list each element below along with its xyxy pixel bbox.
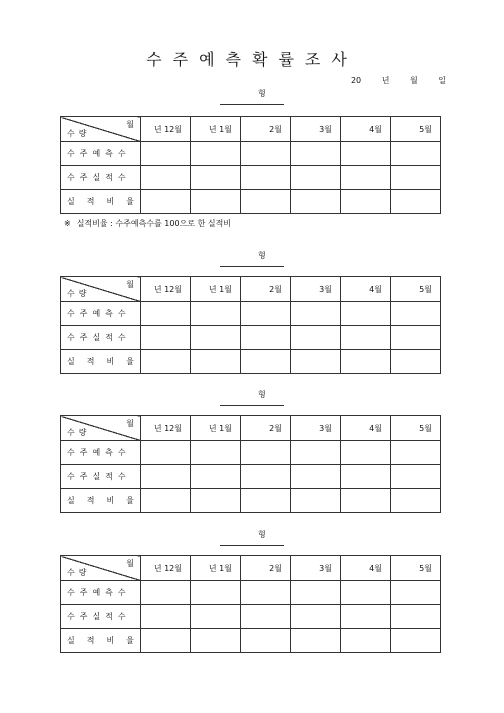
month-axis-label: 월 bbox=[126, 419, 134, 428]
input-cell[interactable] bbox=[291, 605, 341, 629]
row-label: 실적비율 bbox=[61, 350, 141, 374]
row-label: 수주실적수 bbox=[61, 465, 141, 489]
type-field bbox=[60, 386, 441, 408]
input-cell[interactable] bbox=[141, 142, 191, 166]
table-row bbox=[61, 350, 441, 374]
input-cell[interactable] bbox=[141, 629, 191, 653]
input-cell[interactable] bbox=[241, 326, 291, 350]
input-cell[interactable] bbox=[191, 142, 241, 166]
input-cell[interactable] bbox=[391, 190, 441, 214]
month-header: 년 12월 bbox=[141, 556, 191, 581]
month-header: 5월 bbox=[391, 117, 441, 142]
input-cell[interactable] bbox=[241, 465, 291, 489]
diagonal-header-cell bbox=[61, 556, 141, 581]
diagonal-header-cell bbox=[61, 117, 141, 142]
month-header: 4월 bbox=[341, 416, 391, 441]
month-header: 년 1월 bbox=[191, 117, 241, 142]
row-label: 수주예측수 bbox=[61, 302, 141, 326]
month-label: 월 bbox=[409, 76, 418, 85]
table-row bbox=[61, 166, 441, 190]
input-cell[interactable] bbox=[291, 581, 341, 605]
month-header: 3월 bbox=[291, 416, 341, 441]
type-underline bbox=[220, 266, 284, 267]
input-cell[interactable] bbox=[291, 629, 341, 653]
input-cell[interactable] bbox=[341, 350, 391, 374]
month-header: 3월 bbox=[291, 277, 341, 302]
survey-table bbox=[60, 555, 441, 653]
input-cell[interactable] bbox=[141, 581, 191, 605]
input-cell[interactable] bbox=[341, 166, 391, 190]
type-underline bbox=[220, 405, 284, 406]
input-cell[interactable] bbox=[391, 350, 441, 374]
input-cell[interactable] bbox=[391, 302, 441, 326]
row-label: 실적비율 bbox=[61, 190, 141, 214]
table-row bbox=[61, 190, 441, 214]
table-row bbox=[61, 489, 441, 513]
input-cell[interactable] bbox=[191, 441, 241, 465]
input-cell[interactable] bbox=[291, 441, 341, 465]
survey-table bbox=[60, 415, 441, 513]
input-cell[interactable] bbox=[341, 142, 391, 166]
month-header: 2월 bbox=[241, 277, 291, 302]
row-label: 실적비율 bbox=[61, 629, 141, 653]
diagonal-header-cell bbox=[61, 416, 141, 441]
input-cell[interactable] bbox=[341, 190, 391, 214]
table-header-row bbox=[61, 416, 441, 441]
month-header: 3월 bbox=[291, 556, 341, 581]
month-axis-label: 월 bbox=[126, 280, 134, 289]
type-label: 형 bbox=[258, 530, 266, 539]
type-label: 형 bbox=[258, 89, 266, 98]
input-cell[interactable] bbox=[391, 326, 441, 350]
month-header: 2월 bbox=[241, 416, 291, 441]
input-cell[interactable] bbox=[241, 629, 291, 653]
note-text: 실적비율 : 수주예측수를 100으로 한 실적비 bbox=[76, 219, 232, 228]
type-field bbox=[60, 526, 441, 548]
quantity-axis-label: 수량 bbox=[67, 289, 91, 298]
month-header: 4월 bbox=[341, 556, 391, 581]
table-row bbox=[61, 629, 441, 653]
type-underline bbox=[220, 545, 284, 546]
input-cell[interactable] bbox=[341, 629, 391, 653]
month-header: 4월 bbox=[341, 277, 391, 302]
quantity-axis-label: 수량 bbox=[67, 129, 91, 138]
month-header: 년 12월 bbox=[141, 277, 191, 302]
table-row bbox=[61, 581, 441, 605]
input-cell[interactable] bbox=[341, 605, 391, 629]
survey-table bbox=[60, 276, 441, 374]
table-row bbox=[61, 465, 441, 489]
month-axis-label: 월 bbox=[126, 120, 134, 129]
year-prefix: 20 bbox=[350, 76, 362, 85]
month-header: 2월 bbox=[241, 117, 291, 142]
row-label: 실적비율 bbox=[61, 489, 141, 513]
input-cell[interactable] bbox=[191, 190, 241, 214]
input-cell[interactable] bbox=[141, 489, 191, 513]
input-cell[interactable] bbox=[141, 465, 191, 489]
row-label: 수주실적수 bbox=[61, 326, 141, 350]
input-cell[interactable] bbox=[191, 326, 241, 350]
input-cell[interactable] bbox=[391, 142, 441, 166]
year-label: 년 bbox=[381, 76, 390, 85]
month-header: 년 1월 bbox=[191, 277, 241, 302]
month-header: 년 1월 bbox=[191, 556, 241, 581]
input-cell[interactable] bbox=[291, 302, 341, 326]
row-label: 수주예측수 bbox=[61, 441, 141, 465]
footnote bbox=[60, 218, 441, 229]
survey-block-3 bbox=[60, 386, 441, 513]
month-header: 4월 bbox=[341, 117, 391, 142]
month-axis-label: 월 bbox=[126, 559, 134, 568]
month-header: 년 1월 bbox=[191, 416, 241, 441]
type-label: 형 bbox=[258, 390, 266, 399]
input-cell[interactable] bbox=[291, 190, 341, 214]
input-cell[interactable] bbox=[241, 142, 291, 166]
input-cell[interactable] bbox=[141, 605, 191, 629]
input-cell[interactable] bbox=[291, 465, 341, 489]
input-cell[interactable] bbox=[391, 489, 441, 513]
month-header: 5월 bbox=[391, 277, 441, 302]
input-cell[interactable] bbox=[391, 166, 441, 190]
input-cell[interactable] bbox=[341, 581, 391, 605]
input-cell[interactable] bbox=[241, 302, 291, 326]
input-cell[interactable] bbox=[141, 190, 191, 214]
survey-block-1 bbox=[60, 85, 441, 229]
page-title: 수주예측확률조사 bbox=[146, 50, 358, 69]
table-row bbox=[61, 326, 441, 350]
survey-block-2 bbox=[60, 247, 441, 374]
input-cell[interactable] bbox=[341, 489, 391, 513]
input-cell[interactable] bbox=[191, 581, 241, 605]
input-cell[interactable] bbox=[191, 465, 241, 489]
input-cell[interactable] bbox=[241, 489, 291, 513]
table-row bbox=[61, 605, 441, 629]
input-cell[interactable] bbox=[341, 326, 391, 350]
type-field bbox=[60, 247, 441, 269]
day-label: 일 bbox=[438, 76, 446, 85]
quantity-axis-label: 수량 bbox=[67, 568, 91, 577]
input-cell[interactable] bbox=[291, 326, 341, 350]
row-label: 수주예측수 bbox=[61, 581, 141, 605]
input-cell[interactable] bbox=[241, 350, 291, 374]
month-header: 년 12월 bbox=[141, 117, 191, 142]
row-label: 수주실적수 bbox=[61, 605, 141, 629]
table-header-row bbox=[61, 117, 441, 142]
type-label: 형 bbox=[258, 251, 266, 260]
input-cell[interactable] bbox=[141, 326, 191, 350]
input-cell[interactable] bbox=[241, 441, 291, 465]
input-cell[interactable] bbox=[391, 605, 441, 629]
survey-table bbox=[60, 116, 441, 214]
input-cell[interactable] bbox=[241, 581, 291, 605]
table-header-row bbox=[61, 277, 441, 302]
diagonal-header-cell bbox=[61, 277, 141, 302]
input-cell[interactable] bbox=[391, 629, 441, 653]
input-cell[interactable] bbox=[191, 350, 241, 374]
table-header-row bbox=[61, 556, 441, 581]
input-cell[interactable] bbox=[391, 441, 441, 465]
input-cell[interactable] bbox=[391, 581, 441, 605]
input-cell[interactable] bbox=[141, 302, 191, 326]
input-cell[interactable] bbox=[191, 605, 241, 629]
input-cell[interactable] bbox=[241, 605, 291, 629]
input-cell[interactable] bbox=[191, 166, 241, 190]
input-cell[interactable] bbox=[191, 489, 241, 513]
table-row bbox=[61, 441, 441, 465]
input-cell[interactable] bbox=[341, 302, 391, 326]
note-mark: ※ bbox=[64, 219, 71, 228]
input-cell[interactable] bbox=[141, 350, 191, 374]
quantity-axis-label: 수량 bbox=[67, 428, 91, 437]
input-cell[interactable] bbox=[291, 142, 341, 166]
month-header: 3월 bbox=[291, 117, 341, 142]
type-underline bbox=[220, 104, 284, 105]
month-header: 5월 bbox=[391, 416, 441, 441]
row-label: 수주예측수 bbox=[61, 142, 141, 166]
table-row bbox=[61, 302, 441, 326]
input-cell[interactable] bbox=[291, 489, 341, 513]
type-field bbox=[60, 85, 441, 107]
input-cell[interactable] bbox=[291, 350, 341, 374]
month-header: 2월 bbox=[241, 556, 291, 581]
month-header: 5월 bbox=[391, 556, 441, 581]
input-cell[interactable] bbox=[191, 302, 241, 326]
row-label: 수주실적수 bbox=[61, 166, 141, 190]
input-cell[interactable] bbox=[241, 190, 291, 214]
input-cell[interactable] bbox=[141, 441, 191, 465]
input-cell[interactable] bbox=[341, 465, 391, 489]
input-cell[interactable] bbox=[191, 629, 241, 653]
month-header: 년 12월 bbox=[141, 416, 191, 441]
input-cell[interactable] bbox=[241, 166, 291, 190]
input-cell[interactable] bbox=[141, 166, 191, 190]
table-row bbox=[61, 142, 441, 166]
input-cell[interactable] bbox=[291, 166, 341, 190]
input-cell[interactable] bbox=[341, 441, 391, 465]
input-cell[interactable] bbox=[391, 465, 441, 489]
survey-block-4 bbox=[60, 526, 441, 653]
